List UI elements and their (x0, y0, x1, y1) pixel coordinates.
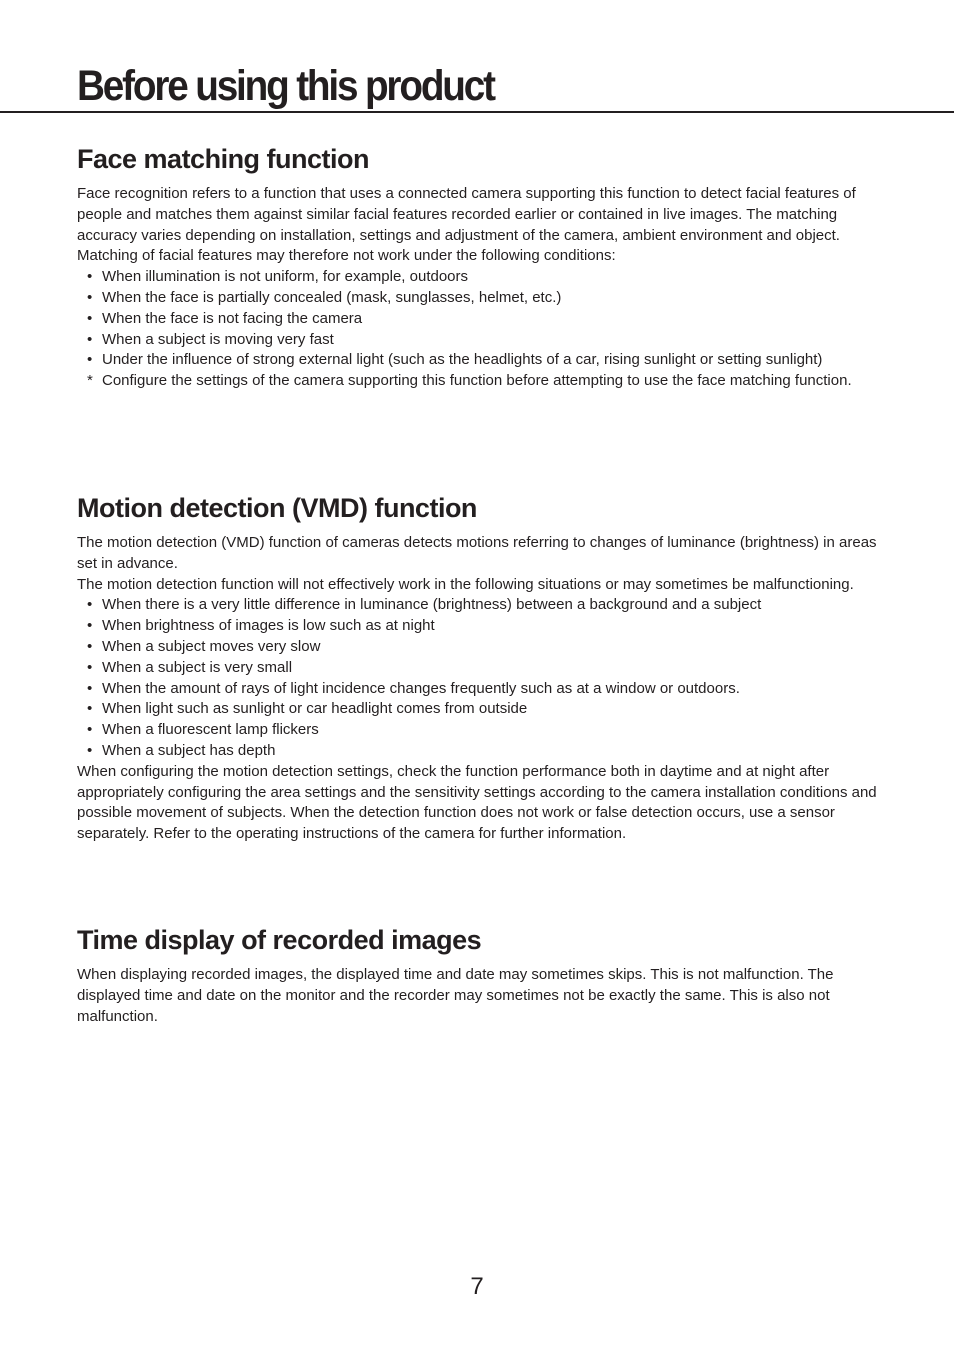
list-item: • When the amount of rays of light incidence changes frequently such as at a window or outdoors. (77, 679, 877, 700)
title-rule (0, 111, 954, 113)
section-time-display (77, 923, 877, 1027)
bullet-icon: • (87, 288, 93, 306)
list-item: • When a subject is very small (77, 658, 877, 679)
section-heading-motion-detection: Motion detection (VMD) function (77, 493, 477, 523)
asterisk-icon: * (87, 372, 93, 390)
bullet-icon: • (87, 679, 93, 697)
list-item: • When illumination is not uniform, for example, outdoors (77, 267, 877, 288)
list-item: • When there is a very little difference in luminance (brightness) between a background and a subject (77, 595, 877, 616)
bullet-icon: • (87, 330, 93, 348)
section-face-matching (77, 142, 877, 392)
section-heading-time-display: Time display of recorded images (77, 925, 482, 955)
list-item: • When light such as sunlight or car headlight comes from outside (77, 699, 877, 720)
page-title: Before using this product (77, 62, 494, 110)
bullet-icon: • (87, 309, 93, 327)
note-item: * Configure the settings of the camera supporting this function before attempting to use the face matching function. (77, 371, 877, 392)
motion-detection-limitations: The motion detection function will not effectively work in the following situations or may sometimes be malfunctioning. (77, 575, 854, 593)
bullet-icon: • (87, 700, 93, 718)
section-motion-detection (77, 491, 877, 845)
list-item: • When a subject is moving very fast (77, 330, 877, 351)
bullet-icon: • (87, 617, 93, 635)
list-item: • When the face is not facing the camera (77, 309, 877, 330)
list-item: • When brightness of images is low such as at night (77, 616, 877, 637)
time-display-body: When displaying recorded images, the displayed time and date may sometimes skips. This is not malfunction. The displayed time and date on the monitor and the recorder may sometimes not be exactly the same. This is also not malfunction. (77, 966, 834, 1025)
list-item: • When a fluorescent lamp flickers (77, 720, 877, 741)
section-heading-face-matching: Face matching function (77, 144, 370, 174)
bullet-icon: • (87, 658, 93, 676)
list-item: • When a subject has depth (77, 741, 877, 762)
motion-detection-intro: The motion detection (VMD) function of cameras detects motions referring to changes of luminance (brightness) in areas set in advance. (77, 534, 877, 572)
list-item: • Under the influence of strong external light (such as the headlights of a car, rising sunlight or setting sunlight) (77, 350, 877, 371)
list-item: • When the face is partially concealed (mask, sunglasses, helmet, etc.) (77, 288, 877, 309)
motion-detection-closing: When configuring the motion detection settings, check the function performance both in daytime and at night after appropriately configuring the area settings and the sensitivity settings according to the camera installation conditions and possible movement of subjects. When the detection function does not work or false detection occurs, use a sensor separately. Refer to the operating instructions of the camera for further information. (77, 762, 877, 843)
page-number: 7 (470, 1273, 484, 1300)
bullet-icon: • (87, 741, 93, 759)
face-matching-conditions-list (77, 267, 877, 392)
bullet-icon: • (87, 596, 93, 614)
bullet-icon: • (87, 721, 93, 739)
bullet-icon: • (87, 268, 93, 286)
motion-detection-situations-list (77, 595, 877, 761)
bullet-icon: • (87, 351, 93, 369)
list-item: • When a subject moves very slow (77, 637, 877, 658)
face-matching-intro: Face recognition refers to a function that uses a connected camera supporting this function to detect facial features of people and matches them against similar facial features recorded earlier or contained in live images. The matching accuracy varies depending on installation, settings and adjustment of the camera, ambient environment and object. Matching of facial features may therefore not work under the following conditions: (77, 185, 856, 265)
bullet-icon: • (87, 637, 93, 655)
